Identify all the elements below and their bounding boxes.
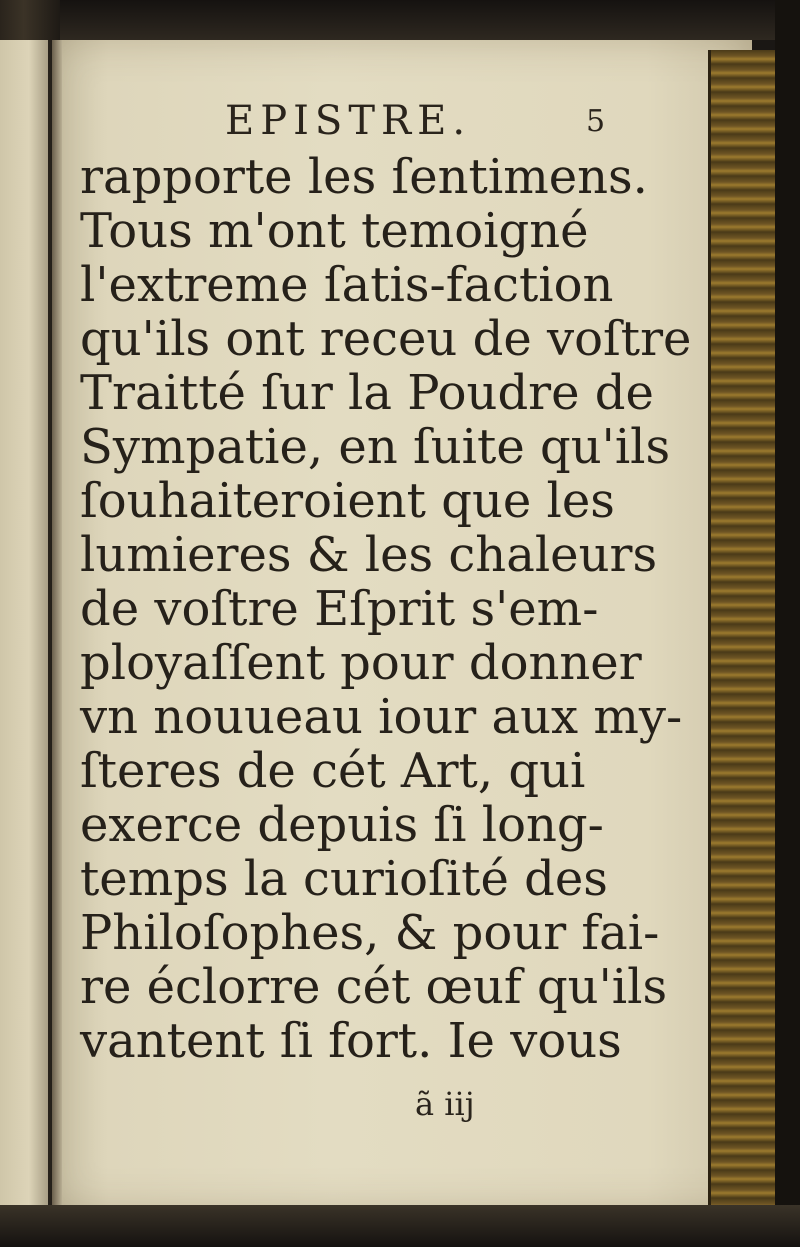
- signature-mark: ã iij: [415, 1085, 475, 1123]
- previous-page-edge: [0, 40, 48, 1210]
- text-line: rapporte les ſentimens.: [80, 149, 648, 205]
- text-line: ſteres de cét Art, qui: [80, 743, 586, 799]
- page-number: 5: [586, 104, 606, 139]
- page-gutter: [52, 40, 62, 1210]
- text-line: exerce depuis ſi long-: [80, 797, 604, 853]
- top-shadow: [0, 0, 800, 40]
- text-line: vn nouueau iour aux my-: [80, 689, 683, 745]
- bottom-shadow: [0, 1205, 800, 1247]
- running-head: [0, 98, 800, 148]
- text-line: ployaſſent pour donner: [80, 635, 642, 691]
- text-line: Sympatie, en ſuite qu'ils: [80, 419, 671, 475]
- text-line: qu'ils ont receu de voſtre: [80, 311, 692, 367]
- text-line: ſouhaiteroient que les: [80, 473, 615, 529]
- text-line: Philoſophes, & pour fai-: [80, 905, 660, 961]
- text-line: temps la curioſité des: [80, 851, 608, 907]
- text-line: l'extreme ſatis-faction: [80, 257, 614, 313]
- body-text: [80, 149, 692, 1069]
- text-line: vantent ſi fort. Ie vous: [80, 1013, 622, 1069]
- text-line: de voſtre Eſprit s'em-: [80, 581, 599, 637]
- right-shadow: [775, 0, 800, 1247]
- gilt-page-edges: [708, 50, 781, 1210]
- running-head-title: EPISTRE.: [225, 98, 472, 144]
- text-line: Traitté ſur la Poudre de: [80, 365, 654, 421]
- text-line: Tous m'ont temoigné: [80, 203, 589, 259]
- text-line: lumieres & les chaleurs: [80, 527, 658, 583]
- text-line: re éclorre cét œuf qu'ils: [80, 959, 668, 1015]
